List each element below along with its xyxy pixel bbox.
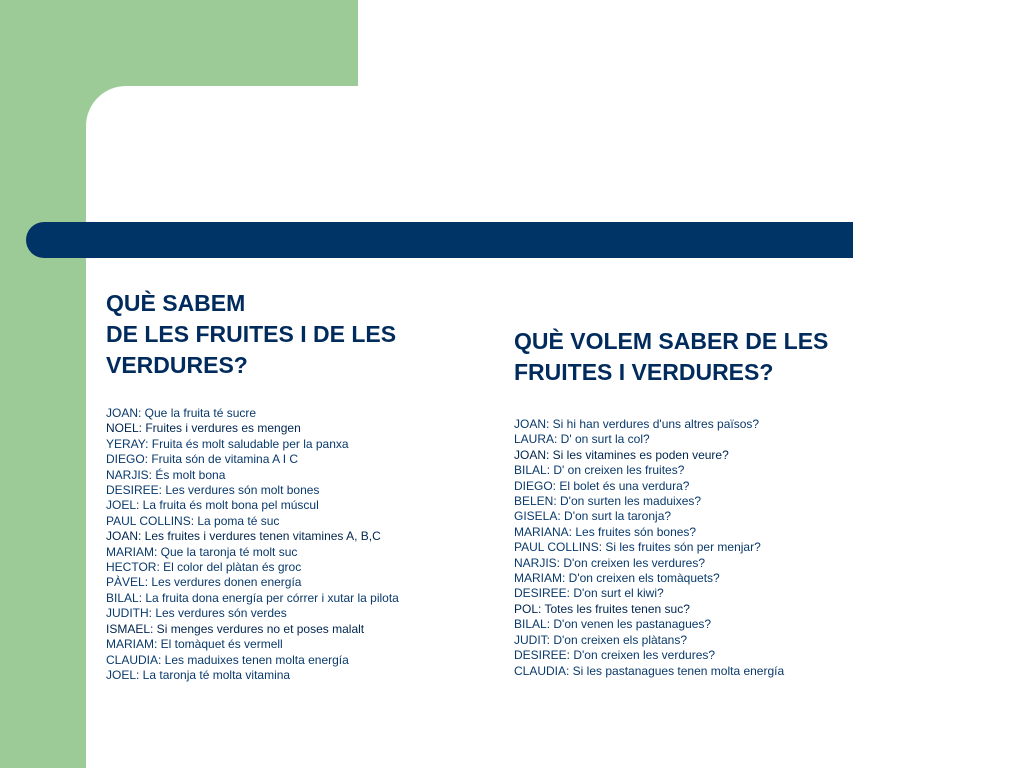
list-item: JOAN: Si les vitamines es poden veure? xyxy=(514,447,729,462)
list-item: JOAN: Si hi han verdures d'uns altres països? xyxy=(514,417,760,431)
list-item: LAURA: D' on surt la col? xyxy=(514,432,650,447)
list-item: JOAN: Que la fruita té sucre xyxy=(106,406,257,420)
list-item: YERAY: Fruita és molt saludable per la panxa xyxy=(106,436,349,451)
list-item: JOEL: La fruita és molt bona pel múscul xyxy=(106,498,319,513)
list-item: PÀVEL: Les verdures donen energía xyxy=(106,575,302,590)
list-item: HECTOR: El color del plàtan és groc xyxy=(106,560,302,575)
list-item: PAUL COLLINS: Si les fruites són per menjar? xyxy=(514,540,761,555)
list-item: DESIREE: Les verdures són molt bones xyxy=(106,483,320,498)
title-bar-decoration xyxy=(26,222,853,258)
what-we-want-to-know-list xyxy=(514,417,914,679)
list-item: CLAUDIA: Les maduixes tenen molta energía xyxy=(106,652,349,667)
list-item: PAUL COLLINS: La poma té suc xyxy=(106,513,280,528)
list-item: JUDITH: Les verdures són verdes xyxy=(106,606,287,621)
what-we-know-column xyxy=(106,288,506,683)
list-item: BILAL: D'on venen les pastanagues? xyxy=(514,617,712,632)
list-item: JOEL: La taronja té molta vitamina xyxy=(106,667,291,682)
list-item: DESIREE: D'on creixen les verdures? xyxy=(514,648,716,663)
list-item: ISMAEL: Si menges verdures no et poses malalt xyxy=(106,621,365,636)
list-item: DIEGO: Fruita són de vitamina A I C xyxy=(106,452,299,467)
what-we-want-to-know-column xyxy=(514,326,914,679)
list-item: DIEGO: El bolet és una verdura? xyxy=(514,478,690,493)
list-item: NOEL: Fruites i verdures es mengen xyxy=(106,421,301,436)
list-item: MARIAM: Que la taronja té molt suc xyxy=(106,544,298,559)
list-item: NARJIS: D'on creixen les verdures? xyxy=(514,555,706,570)
what-we-know-list xyxy=(106,406,506,683)
list-item: BILAL: La fruita dona energía per córrer i xutar la pilota xyxy=(106,590,399,605)
list-item: MARIAM: El tomàquet és vermell xyxy=(106,637,283,652)
list-item: GISELA: D'on surt la taronja? xyxy=(514,509,672,524)
what-we-know-heading: QUÈ SABEM DE LES FRUITES I DE LES VERDURES? xyxy=(106,290,397,378)
list-item: DESIREE: D'on surt el kiwi? xyxy=(514,586,664,601)
list-item: MARIANA: Les fruites són bones? xyxy=(514,524,697,539)
list-item: NARJIS: És molt bona xyxy=(106,467,226,482)
what-we-want-to-know-heading: QUÈ VOLEM SABER DE LES FRUITES I VERDURES? xyxy=(514,328,829,385)
list-item: JOAN: Les fruites i verdures tenen vitamines A, B,C xyxy=(106,529,381,544)
list-item: CLAUDIA: Si les pastanagues tenen molta energía xyxy=(514,663,785,678)
list-item: JUDIT: D'on creixen els plàtans? xyxy=(514,632,688,647)
list-item: MARIAM: D'on creixen els tomàquets? xyxy=(514,571,720,586)
list-item: BELEN: D'on surten les maduixes? xyxy=(514,494,702,509)
list-item: POL: Totes les fruites tenen suc? xyxy=(514,601,690,616)
list-item: BILAL: D' on creixen les fruites? xyxy=(514,463,685,478)
